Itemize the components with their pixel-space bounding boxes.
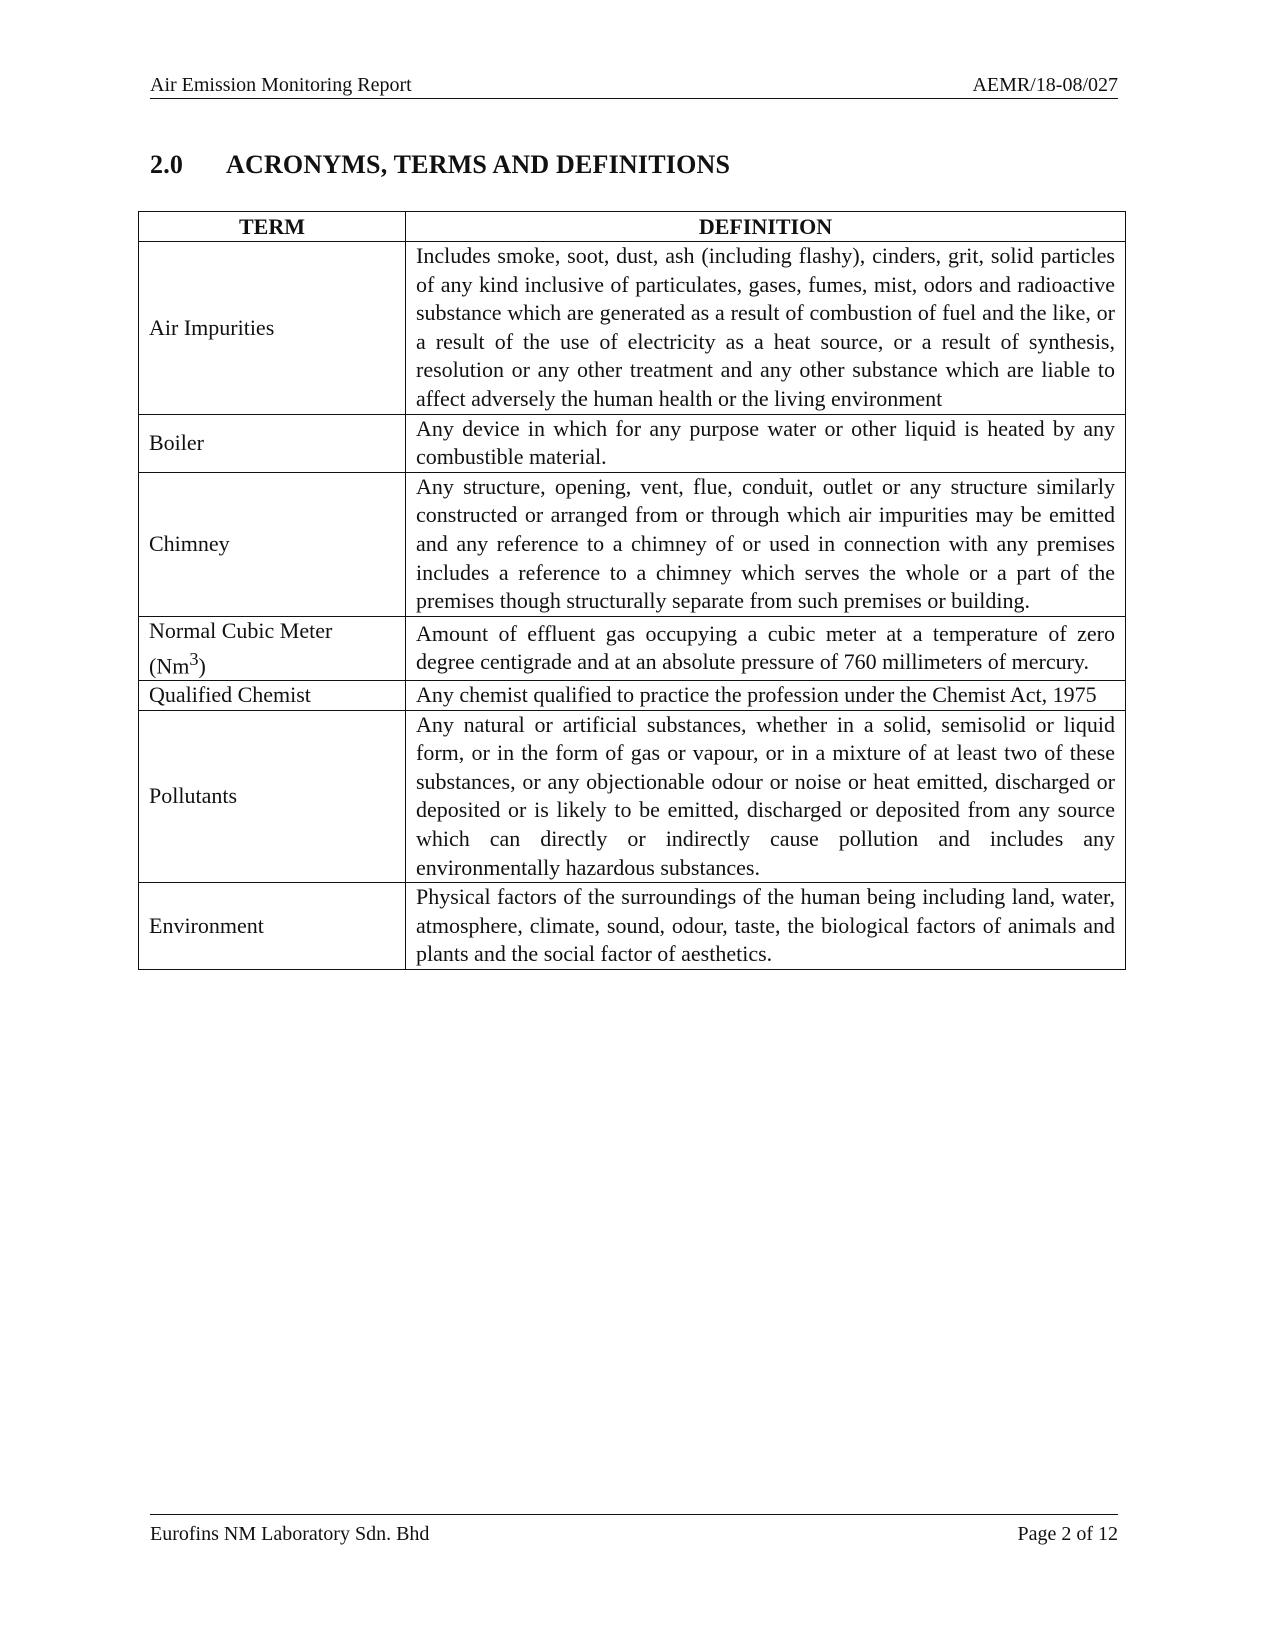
column-header-definition: DEFINITION — [406, 212, 1126, 242]
report-title: Air Emission Monitoring Report — [150, 74, 412, 96]
term-unit-close: ) — [198, 653, 206, 679]
definition-cell: Any natural or artificial substances, whether in a solid, semisolid or liquid form, or in the form of gas or vapour, or in a mixture of at least two of these substances, or any objectionable odour or noise or heat emitted, discharged or deposited or is likely to be emitted, discharged or deposited from any source which can directly or indirectly cause pollution and includes any environmentally hazardous substances. — [406, 710, 1126, 883]
table-row — [139, 472, 1126, 616]
term-cell: Environment — [139, 883, 406, 970]
table-row — [139, 710, 1126, 883]
term-cell: Air Impurities — [139, 242, 406, 415]
page-header — [150, 72, 1118, 99]
report-number: AEMR/18-08/027 — [972, 74, 1118, 96]
term-cell: Qualified Chemist — [139, 681, 406, 711]
term-unit: (Nm — [149, 653, 190, 679]
definition-cell: Amount of effluent gas occupying a cubic meter at a temperature of zero degree centigrade and at an absolute pressure of 760 millimeters of mercury. — [406, 616, 1126, 680]
table-header-row — [139, 212, 1126, 242]
term-cell: Pollutants — [139, 710, 406, 883]
term-cell — [139, 616, 406, 680]
table-row — [139, 242, 1126, 415]
term-unit-superscript: 3 — [189, 648, 199, 669]
company-name: Eurofins NM Laboratory Sdn. Bhd — [150, 1523, 430, 1545]
section-title: ACRONYMS, TERMS AND DEFINITIONS — [226, 150, 731, 179]
page-number: Page 2 of 12 — [1017, 1523, 1118, 1545]
table-row — [139, 414, 1126, 472]
term-name: Normal Cubic Meter — [149, 617, 333, 643]
definition-cell: Physical factors of the surroundings of the human being including land, water, atmosphere, climate, sound, odour, taste, the biological factors of animals and plants and the social factor of aesthetics. — [406, 883, 1126, 970]
column-header-term: TERM — [139, 212, 406, 242]
definition-cell: Includes smoke, soot, dust, ash (including flashy), cinders, grit, solid particles of any kind inclusive of particulates, gases, fumes, mist, odors and radioactive substance which are generated as a result of combustion of fuel and the like, or a result of the use of electricity as a heat source, or a result of synthesis, resolution or any other treatment and any other substance which are liable to affect adversely the human health or the living environment — [406, 242, 1126, 415]
section-heading — [150, 150, 730, 180]
definition-cell: Any chemist qualified to practice the profession under the Chemist Act, 1975 — [406, 681, 1126, 711]
table-row — [139, 616, 1126, 680]
definition-cell: Any device in which for any purpose water or other liquid is heated by any combustible material. — [406, 414, 1126, 472]
page-footer — [150, 1514, 1118, 1545]
term-cell: Chimney — [139, 472, 406, 616]
section-number: 2.0 — [150, 150, 184, 179]
table-row — [139, 883, 1126, 970]
table-row — [139, 681, 1126, 711]
definition-cell: Any structure, opening, vent, flue, conduit, outlet or any structure similarly constructed or arranged from or through which air impurities may be emitted and any reference to a chimney of or used in connection with any premises includes a reference to a chimney which serves the whole or a part of the premises though structurally separate from such premises or building. — [406, 472, 1126, 616]
term-cell: Boiler — [139, 414, 406, 472]
definitions-table — [138, 211, 1126, 970]
